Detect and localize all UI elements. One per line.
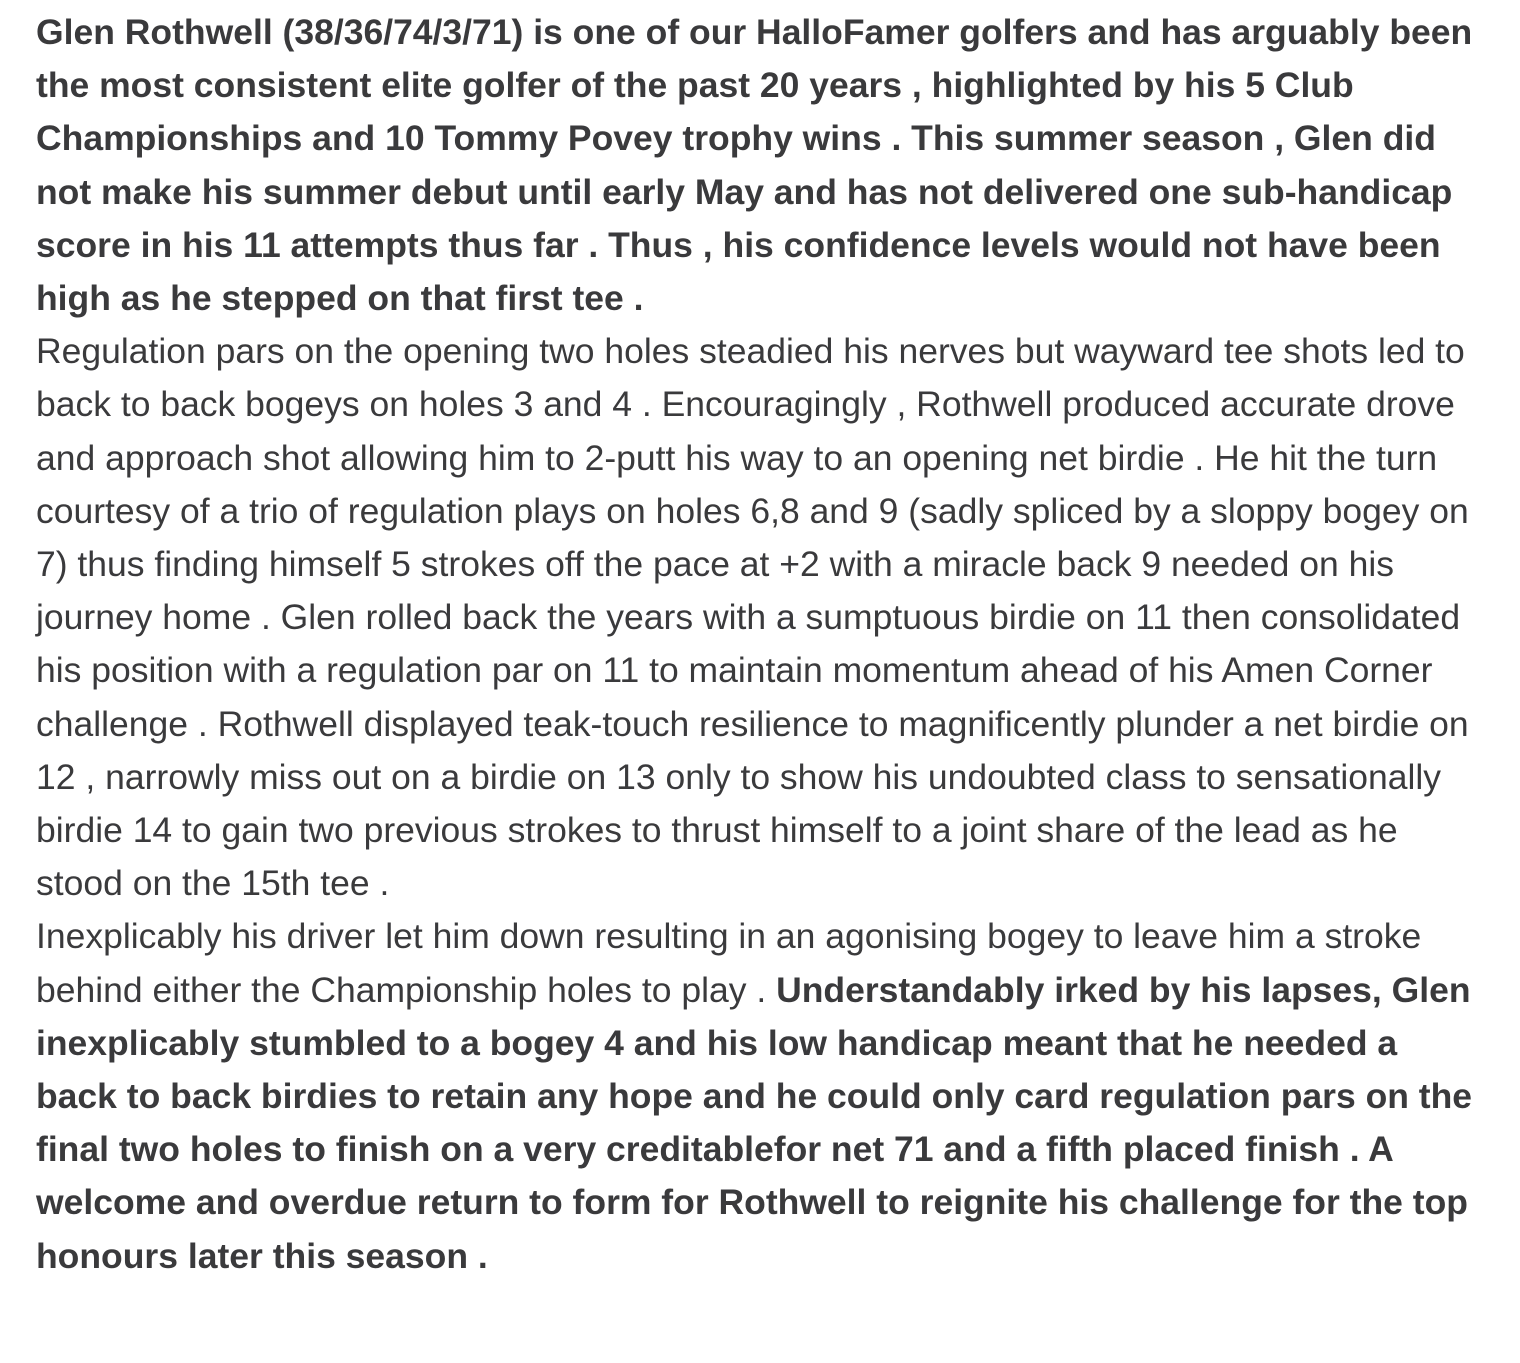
paragraph-round-summary: Regulation pars on the opening two holes steadied his nerves but wayward tee shots led to back to back bogeys on holes 3 and 4 . Encouragingly , Rothwell produced accurate drove and approach shot allowing him to 2-putt his way to an opening net birdie . He hit the turn courtesy of a trio of regulation plays on holes 6,8 and 9 (sadly spliced by a sloppy bogey on 7) thus finding himself 5 strokes off the pace at +2 with a miracle back 9 needed on his journey home . Glen rolled back the years with a sumptuous birdie on 11 then consolidated his position with a regulation par on 11 to maintain momentum ahead of his Amen Corner challenge . Rothwell displayed teak-touch resilience to magnificently plunder a net birdie on 12 , narrowly miss out on a birdie on 13 only to show his undoubted class to sensationally birdie 14 to gain two previous strokes to thrust himself to a joint share of the lead as he stood on the 15th tee . — [36, 331, 1469, 904]
paragraph-intro: Glen Rothwell (38/36/74/3/71) is one of our HalloFamer golfers and has arguably been the most consistent elite golfer of the past 20 years , highlighted by his 5 Club Championships and 10 Tommy Povey trophy wins . This summer season , Glen did not make his summer debut until early May and has not delivered one sub-handicap score in his 11 attempts thus far . Thus , his confidence levels would not have been high as he stepped on that first tee . — [36, 12, 1473, 319]
paragraph-finish-regular: Inexplicably his driver let him down resulting in an agonising bogey to leave him a stroke behind either the Championship holes to play . — [36, 916, 1422, 1010]
note-body[interactable] — [36, 6, 1486, 1283]
paragraph-finish — [36, 910, 1486, 1282]
paragraph-finish-bold: Understandably irked by his lapses, Glen inexplicably stumbled to a bogey 4 and his low handicap meant that he needed a back to back birdies to retain any hope and he could only card regulation pars on the final two holes to finish on a very creditablefor net 71 and a fifth placed finish . A welcome and overdue return to form for Rothwell to reignite his challenge for the top honours later this season . — [36, 969, 1473, 1276]
